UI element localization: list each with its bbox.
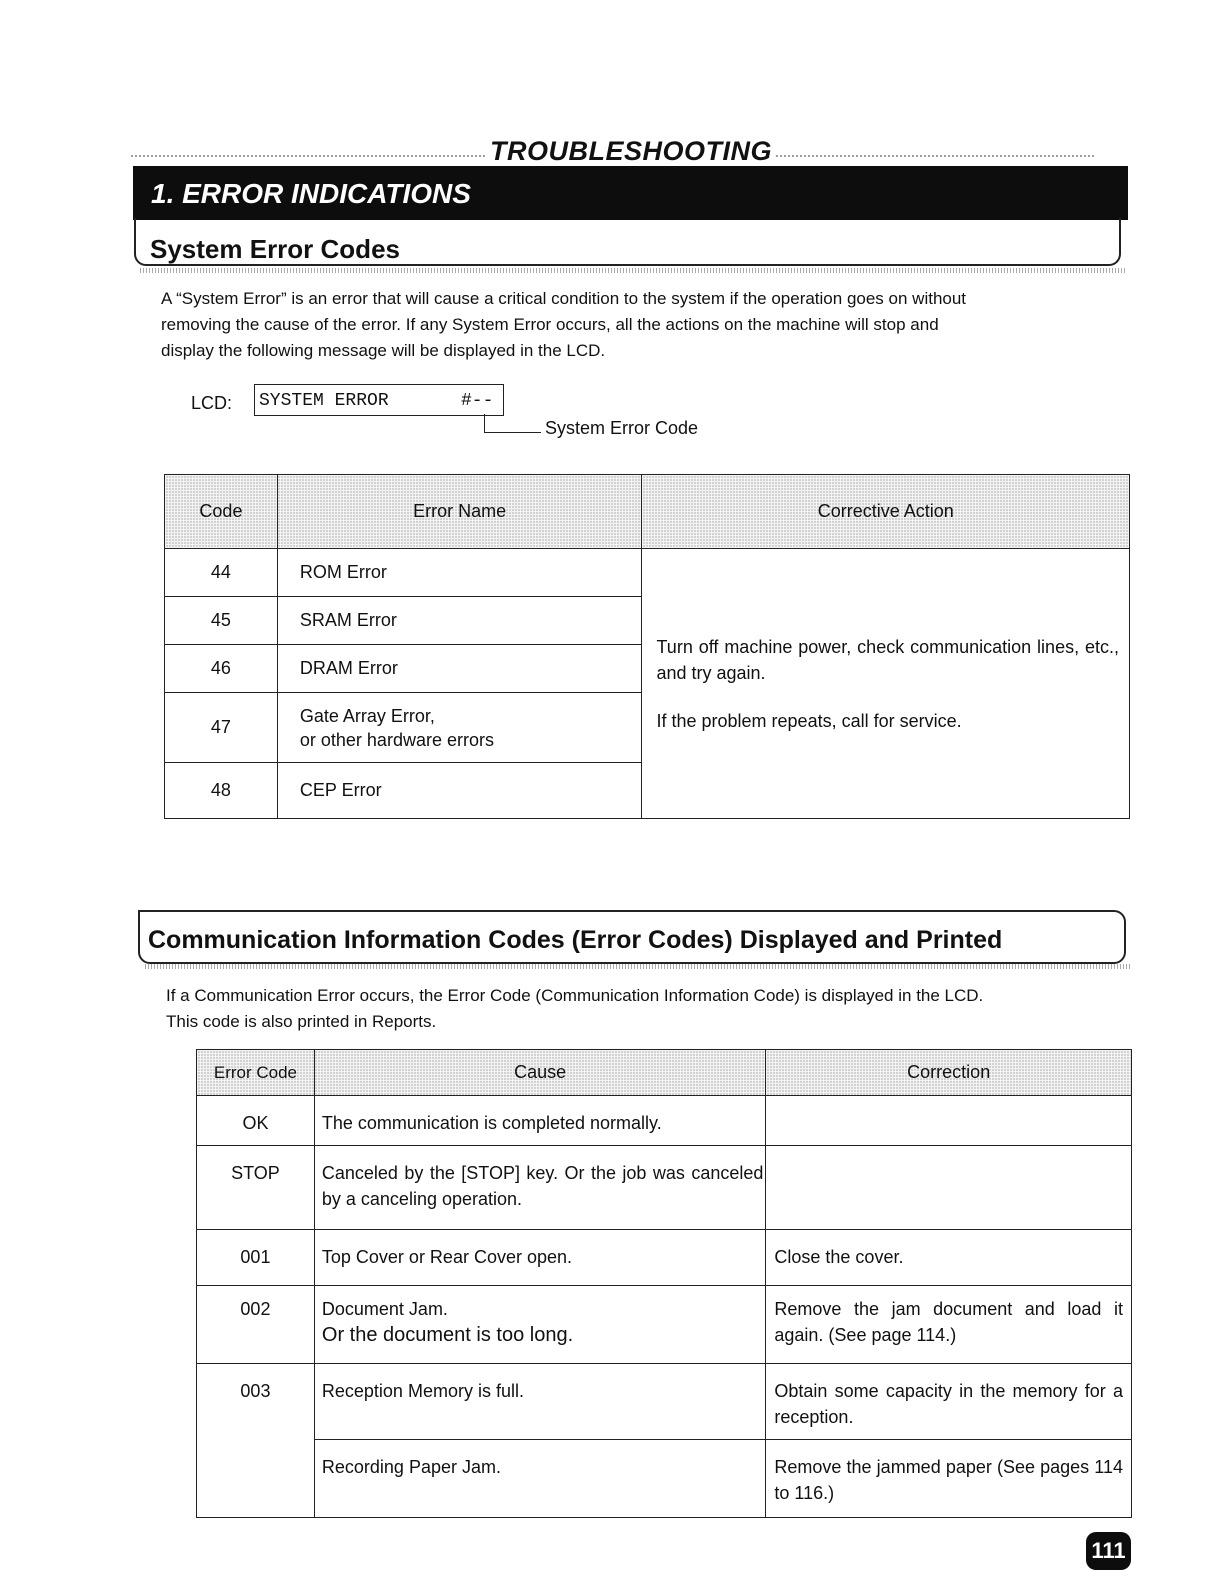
error-code: 44	[165, 549, 278, 597]
comm-error-intro	[166, 983, 1131, 1035]
system-error-intro	[161, 286, 1131, 364]
table-row	[197, 1286, 1132, 1364]
corrective-action-line: Turn off machine power, check communication lines, etc., and try again.	[656, 636, 1119, 683]
correction: Remove the jammed paper (See pages 114 to 116.)	[766, 1440, 1132, 1518]
table-header-row	[165, 475, 1130, 549]
correction: Obtain some capacity in the memory for a reception.	[766, 1364, 1132, 1440]
lcd-display-code: #--	[461, 391, 494, 411]
table-header-row	[197, 1050, 1132, 1096]
error-code: 47	[165, 693, 278, 763]
lcd-display-text: SYSTEM ERROR	[259, 391, 389, 411]
section-banner	[133, 166, 1128, 220]
intro-line: removing the cause of the error. If any System Error occurs, all the actions on the machine will stop and	[161, 315, 939, 334]
cause: Top Cover or Rear Cover open.	[314, 1230, 766, 1286]
col-header-corrective-action: Corrective Action	[642, 475, 1130, 549]
corrective-action-line: If the problem repeats, call for service.	[656, 710, 962, 731]
lcd-display	[254, 384, 504, 416]
error-code: 45	[165, 597, 278, 645]
comm-error-title-box	[138, 910, 1126, 964]
col-header-error-name: Error Name	[277, 475, 642, 549]
section-banner-label: 1. ERROR INDICATIONS	[151, 178, 471, 209]
page-number-badge: 111	[1086, 1532, 1131, 1570]
page-header-title: TROUBLESHOOTING	[490, 136, 772, 166]
cause: Recording Paper Jam.	[314, 1440, 766, 1518]
table-row	[197, 1440, 1132, 1518]
error-name-line: Gate Array Error,	[299, 705, 435, 726]
intro-line: If a Communication Error occurs, the Error Code (Communication Information Code) is displayed in the LCD.	[166, 986, 984, 1005]
error-code: OK	[197, 1096, 315, 1146]
table-row	[197, 1146, 1132, 1230]
error-code: 002	[197, 1286, 315, 1364]
error-name-line: or other hardware errors	[299, 729, 494, 750]
error-code: 003	[197, 1364, 315, 1518]
correction: Close the cover.	[766, 1230, 1132, 1286]
comm-error-table	[196, 1049, 1132, 1518]
error-code: 48	[165, 763, 278, 819]
error-name: ROM Error	[277, 549, 642, 597]
header-dots-right	[775, 154, 1095, 158]
corrective-action	[642, 549, 1130, 819]
col-header-cause: Cause	[314, 1050, 766, 1096]
col-header-error-code: Error Code	[197, 1050, 315, 1096]
lcd-code-label: System Error Code	[545, 418, 699, 438]
system-error-title-box	[134, 218, 1121, 266]
comm-error-title: Communication Information Codes (Error Codes) Displayed and Printed	[148, 926, 1003, 954]
intro-line: display the following message will be displayed in the LCD.	[161, 341, 606, 360]
intro-line: This code is also printed in Reports.	[166, 1012, 437, 1031]
error-name: DRAM Error	[277, 645, 642, 693]
col-header-code: Code	[165, 475, 278, 549]
error-code: STOP	[197, 1146, 315, 1230]
correction	[766, 1146, 1132, 1230]
error-code: 46	[165, 645, 278, 693]
cause: The communication is completed normally.	[314, 1096, 766, 1146]
table-row	[197, 1364, 1132, 1440]
correction	[766, 1096, 1132, 1146]
system-error-table	[164, 474, 1130, 819]
cause: Canceled by the [STOP] key. Or the job was canceled by a canceling operation.	[314, 1146, 766, 1230]
col-header-correction: Correction	[766, 1050, 1132, 1096]
lcd-label: LCD:	[191, 393, 233, 413]
system-error-title: System Error Codes	[150, 234, 400, 264]
error-name: CEP Error	[277, 763, 642, 819]
comm-error-underline	[145, 964, 1130, 969]
table-row	[197, 1230, 1132, 1286]
header-dots-left	[130, 154, 485, 158]
error-name: SRAM Error	[277, 597, 642, 645]
system-error-underline	[140, 268, 1125, 273]
table-row	[165, 549, 1130, 597]
correction: Remove the jam document and load it again. (See page 114.)	[766, 1286, 1132, 1364]
error-code: 001	[197, 1230, 315, 1286]
cause-line: Document Jam.	[321, 1299, 448, 1319]
error-name	[277, 693, 642, 763]
cause-line: Or the document is too long.	[321, 1324, 574, 1346]
cause	[314, 1286, 766, 1364]
table-row	[197, 1096, 1132, 1146]
intro-line: A “System Error” is an error that will cause a critical condition to the system if the operation goes on without	[161, 289, 967, 308]
cause: Reception Memory is full.	[314, 1364, 766, 1440]
lcd-code-pointer	[484, 414, 541, 433]
